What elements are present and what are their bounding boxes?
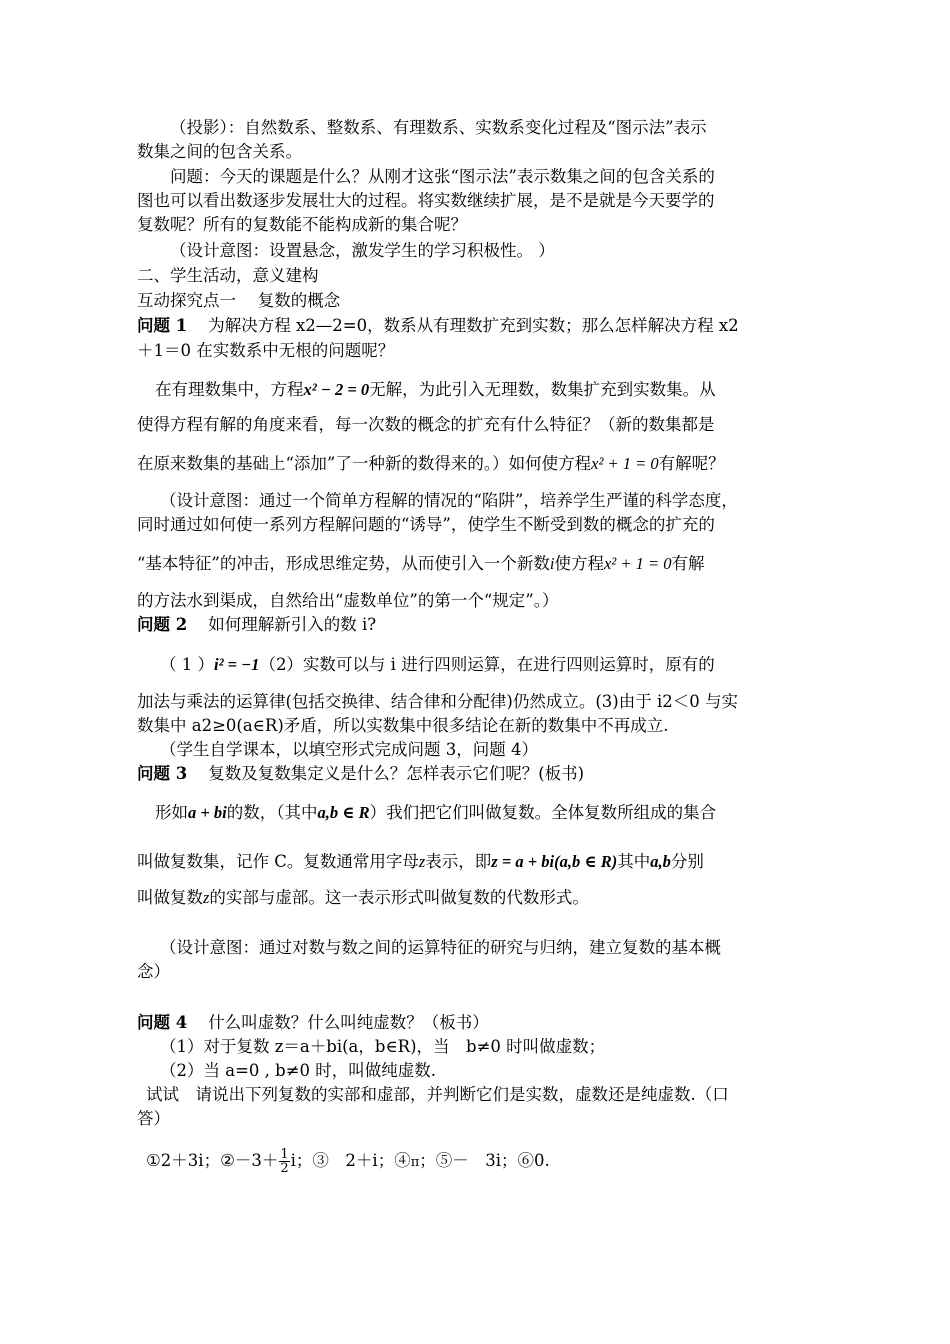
variable: z [203, 888, 210, 907]
text-line: ＋1＝0 在实数系中无根的问题呢？ [137, 341, 395, 360]
text-line: （ 1 ）i² = −1（2）实数可以与 i 进行四则运算，在进行四则运算时，原有的 [160, 655, 715, 674]
text-line: （学生自学课本，以填空形式完成问题 3，问题 4） [160, 740, 538, 759]
text-line: 在有理数集中，方程x² − 2 = 0无解，为此引入无理数，数集扩充到实数集。从 [155, 380, 716, 399]
pi-symbol: π [410, 1155, 420, 1170]
text-line: 的方法水到渠成，自然给出“虚数单位”的第一个“规定”。） [137, 591, 559, 610]
subsection-heading: 互动探究点一 复数的概念 [137, 291, 341, 310]
equation: i² = −1 [214, 655, 260, 674]
question-4: 问题 4 什么叫虚数？什么叫纯虚数？（板书） [137, 1013, 489, 1032]
text-line: 加法与乘法的运算律(包括交换律、结合律和分配律)仍然成立。(3)由于 i2＜0 与实 [137, 692, 739, 711]
exercise-line: 试试 请说出下列复数的实部和虚部，并判断它们是实数，虚数还是纯虚数.（口 [146, 1085, 729, 1104]
text-line: 答） [137, 1109, 170, 1128]
equation: x² + 1 = 0 [591, 454, 659, 473]
question-intro-line: 问题：今天的课题是什么？从刚才这张“图示法”表示数集之间的包含关系的 [170, 167, 715, 186]
question-2: 问题 2 如何理解新引入的数 i? [137, 615, 377, 634]
projection-line: （投影）：自然数系、整数系、有理数系、实数系变化过程及“图示法”表示 [170, 118, 707, 137]
design-intent-line: （设计意图：通过对数与数之间的运算特征的研究与归纳，建立复数的基本概 [160, 938, 721, 957]
exercise-items: ①2＋3i；②－3＋ $\frac{1}{2}$ i；③ 2＋i；④π；⑤－ 3i；⑥0. [146, 1147, 550, 1176]
text-line: 使得方程有解的角度来看，每一次数的概念的扩充有什么特征？（新的数集都是 [137, 415, 715, 434]
design-intent-line: （设计意图：通过一个简单方程解的情况的“陷阱”，培养学生严谨的科学态度， [160, 491, 738, 510]
text-line: “基本特征”的冲击，形成思维定势，从而使引入一个新数i使方程x² + 1 = 0有解 [137, 554, 705, 573]
text-line: 数集中 a2≥0(a∈R)矛盾，所以实数集中很多结论在新的数集中不再成立. [137, 716, 669, 735]
section-heading: 二、学生活动，意义建构 [137, 266, 319, 285]
text-line: 叫做复数集，记作 C。复数通常用字母z表示，即z = a + bi(a,b ∈ R)其中a,b分别 [137, 852, 704, 871]
equation: x² − 2 = 0 [303, 380, 370, 399]
text-line: 念） [137, 962, 170, 981]
question-label: 问题 4 [137, 1013, 188, 1032]
question-3: 问题 3 复数及复数集定义是什么？怎样表示它们呢？(板书) [137, 764, 585, 783]
design-intent-line: （设计意图：设置悬念，激发学生的学习积极性。 ） [170, 241, 555, 260]
question-label: 问题 2 [137, 615, 188, 634]
variable: a,b [650, 852, 671, 871]
fraction: $\frac{1}{2}$ [280, 1147, 289, 1176]
equation: a + bi [188, 803, 227, 822]
variable: z [418, 852, 426, 871]
question-label: 问题 3 [137, 764, 188, 783]
text-line: 在原来数集的基础上“添加”了一种新的数得来的。）如何使方程x² + 1 = 0有解呢？ [137, 454, 725, 473]
text-line: 图也可以看出数逐步发展壮大的过程。将实数继续扩展，是不是就是今天要学的 [137, 191, 715, 210]
question-1: 问题 1 为解决方程 x2—2=0，数系从有理数扩充到实数；那么怎样解决方程 x2 [137, 316, 739, 335]
text-line: 数集之间的包含关系。 [137, 142, 302, 161]
imaginary-unit: i [549, 554, 555, 573]
text-line: 形如a + bi的数，（其中a,b ∈ R）我们把它们叫做复数。全体复数所组成的集合 [155, 803, 717, 822]
text-line: 复数呢？所有的复数能不能构成新的集合呢？ [137, 215, 467, 234]
text-line: （2）当 a=0 , b≠0 时，叫做纯虚数. [160, 1061, 437, 1080]
question-label: 问题 1 [137, 316, 188, 335]
equation: a,b ∈ R [317, 803, 370, 822]
equation: x² + 1 = 0 [603, 554, 672, 573]
equation: z = a + bi(a,b ∈ R) [491, 852, 618, 871]
text-line: 叫做复数z的实部与虚部。这一表示形式叫做复数的代数形式。 [137, 888, 589, 907]
text-line: 同时通过如何使一系列方程解问题的“诱导”，使学生不断受到数的概念的扩充的 [137, 515, 715, 534]
text-line: （1）对于复数 z＝a＋bi(a，b∈R)，当 b≠0 时叫做虚数； [160, 1037, 606, 1056]
